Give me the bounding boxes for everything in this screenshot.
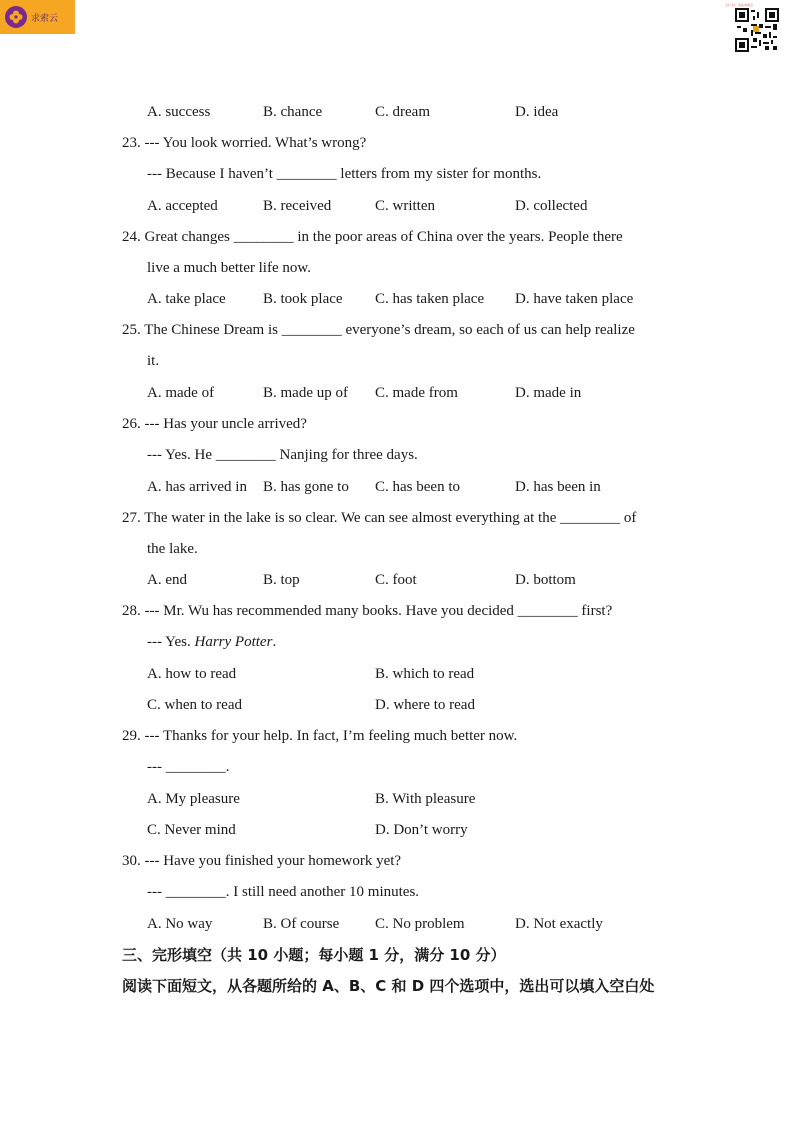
question-24-stem: 24. Great changes ________ in the poor areas of China over the years. People there <box>122 229 623 245</box>
option-c[interactable]: C. has been to <box>375 479 460 495</box>
option-c[interactable]: C. written <box>375 198 435 214</box>
book-title: Harry Potter <box>194 634 273 650</box>
question-26-stem: 26. --- Has your uncle arrived? <box>122 416 307 432</box>
option-b[interactable]: B. which to read <box>375 666 475 682</box>
option-a[interactable]: A. take place <box>147 291 226 307</box>
option-c[interactable]: C. foot <box>375 572 417 588</box>
option-d[interactable]: D. has been in <box>515 479 601 495</box>
option-c[interactable]: C. has taken place <box>375 291 485 307</box>
option-b[interactable]: B. With pleasure <box>375 791 476 807</box>
question-25-line: it. <box>147 353 160 369</box>
question-27-line: the lake. <box>147 541 198 557</box>
question-30-line: --- ________. I still need another 10 minutes. <box>147 884 420 900</box>
question-23-stem: 23. --- You look worried. What’s wrong? <box>122 135 367 151</box>
flower-icon <box>5 6 27 28</box>
question-26-line: --- Yes. He ________ Nanjing for three days. <box>147 447 418 463</box>
option-b[interactable]: B. took place <box>263 291 343 307</box>
option-c[interactable]: C. No problem <box>375 916 465 932</box>
question-30-stem: 30. --- Have you finished your homework yet? <box>122 853 402 869</box>
question-27-stem: 27. The water in the lake is so clear. We can see almost everything at the ________ of <box>122 510 637 526</box>
option-a[interactable]: A. accepted <box>147 198 218 214</box>
option-b[interactable]: B. received <box>263 198 332 214</box>
option-a[interactable]: A. end <box>147 572 187 588</box>
option-a[interactable]: A. My pleasure <box>147 791 240 807</box>
question-28-line: --- Yes. Harry Potter. <box>147 634 277 650</box>
option-b[interactable]: B. chance <box>263 104 323 120</box>
section-instruction: 阅读下面短文，从各题所给的 A、B、C 和 D 四个选项中，选出可以填入空白处 <box>122 977 655 995</box>
option-d[interactable]: D. Don’t worry <box>375 822 468 838</box>
qr-caption: 扫一扫 · 关注求索云 <box>726 3 753 7</box>
option-a[interactable]: A. how to read <box>147 666 237 682</box>
option-d[interactable]: D. bottom <box>515 572 576 588</box>
option-a[interactable]: A. made of <box>147 385 215 401</box>
option-b[interactable]: B. top <box>263 572 300 588</box>
question-28-stem: 28. --- Mr. Wu has recommended many books. Have you decided ________ first? <box>122 603 613 619</box>
option-d[interactable]: D. Not exactly <box>515 916 603 932</box>
option-a[interactable]: A. No way <box>147 916 213 932</box>
question-25-stem: 25. The Chinese Dream is ________ everyone’s dream, so each of us can help realize <box>122 322 635 338</box>
option-d[interactable]: D. where to read <box>375 697 475 713</box>
logo <box>0 0 75 34</box>
option-c[interactable]: C. dream <box>375 104 430 120</box>
question-24-line: live a much better life now. <box>147 260 311 276</box>
option-c[interactable]: C. made from <box>375 385 458 401</box>
option-b[interactable]: B. Of course <box>263 916 340 932</box>
option-d[interactable]: D. idea <box>515 104 559 120</box>
logo-text: 求索云 <box>31 13 59 24</box>
question-29-stem: 29. --- Thanks for your help. In fact, I’m feeling much better now. <box>122 728 518 744</box>
option-b[interactable]: B. made up of <box>263 385 348 401</box>
option-a[interactable]: A. has arrived in <box>147 479 247 495</box>
option-c[interactable]: C. when to read <box>147 697 242 713</box>
option-d[interactable]: D. made in <box>515 385 582 401</box>
qr-code-icon[interactable] <box>735 8 779 52</box>
option-c[interactable]: C. Never mind <box>147 822 236 838</box>
option-b[interactable]: B. has gone to <box>263 479 349 495</box>
question-29-line: --- ________. <box>147 759 230 775</box>
question-23-line: --- Because I haven’t ________ letters from my sister for months. <box>147 166 542 182</box>
option-d[interactable]: D. collected <box>515 198 588 214</box>
option-a[interactable]: A. success <box>147 104 211 120</box>
section-heading: 三、完形填空（共 10 小题；每小题 1 分，满分 10 分） <box>122 946 506 964</box>
option-d[interactable]: D. have taken place <box>515 291 634 307</box>
